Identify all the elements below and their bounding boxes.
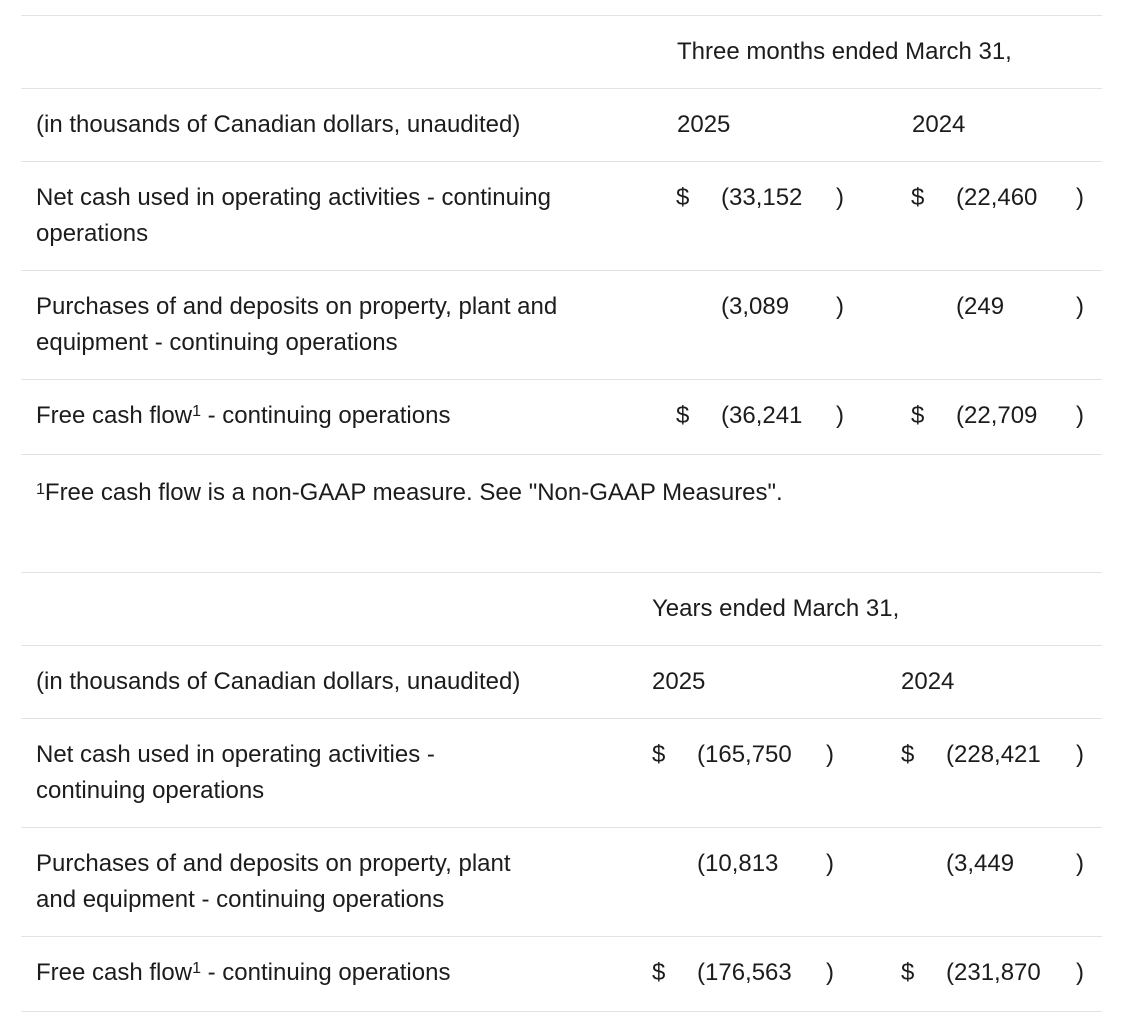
period-header: Years ended March 31, <box>652 595 900 622</box>
value-current: (165,750 <box>697 741 792 768</box>
year-prior: 2024 <box>901 668 955 695</box>
table-row <box>21 271 1102 380</box>
year-current: 2025 <box>652 668 706 695</box>
value-current: (3,089 <box>721 293 790 320</box>
value-prior: (231,870 <box>946 959 1041 986</box>
close-paren: ) <box>1076 850 1084 877</box>
unit-label: (in thousands of Canadian dollars, unaudited) <box>36 668 521 695</box>
table-row-total <box>21 937 1102 1012</box>
currency-symbol: $ <box>901 741 915 768</box>
close-paren: ) <box>1076 184 1084 211</box>
footnote-marker: 1 <box>192 403 201 420</box>
annual-free-cash-flow-table <box>21 572 1102 1012</box>
value-prior: (228,421 <box>946 741 1041 768</box>
close-paren: ) <box>826 741 834 768</box>
value-prior: (249 <box>956 293 1005 320</box>
row-label: Purchases of and deposits on property, plant and equipment - continuing operations <box>36 850 511 913</box>
year-current: 2025 <box>677 111 731 138</box>
quarterly-free-cash-flow-table <box>21 15 1102 455</box>
row-label: Purchases of and deposits on property, plant and equipment - continuing operations <box>36 293 558 356</box>
table-subheader-row <box>21 646 1102 719</box>
row-label: Net cash used in operating activities - continuing operations <box>36 184 551 247</box>
value-prior: (3,449 <box>946 850 1015 877</box>
currency-symbol: $ <box>911 184 925 211</box>
currency-symbol: $ <box>652 959 666 986</box>
close-paren: ) <box>836 402 844 429</box>
footnote-marker: 1 <box>192 960 201 977</box>
row-label: Net cash used in operating activities - continuing operations <box>36 741 435 804</box>
value-prior: (22,709 <box>956 402 1038 429</box>
year-prior: 2024 <box>912 111 966 138</box>
close-paren: ) <box>1076 402 1084 429</box>
close-paren: ) <box>836 184 844 211</box>
value-current: (10,813 <box>697 850 779 877</box>
table-row-total <box>21 380 1102 455</box>
currency-symbol: $ <box>676 184 690 211</box>
value-prior: (22,460 <box>956 184 1038 211</box>
unit-label: (in thousands of Canadian dollars, unaudited) <box>36 111 521 138</box>
table-header-row <box>21 16 1102 89</box>
table-header-row <box>21 573 1102 646</box>
footnote-text: Free cash flow is a non-GAAP measure. See "Non-GAAP Measures". <box>44 479 783 506</box>
period-header: Three months ended March 31, <box>677 38 1012 65</box>
close-paren: ) <box>826 959 834 986</box>
table-row <box>21 828 1102 937</box>
currency-symbol: $ <box>901 959 915 986</box>
close-paren: ) <box>1076 293 1084 320</box>
table-row <box>21 162 1102 271</box>
row-label: Free cash flow$^1$ - continuing operations <box>36 402 451 429</box>
row-label: Free cash flow$^1$ - continuing operations <box>36 959 451 986</box>
footnote-marker: 1 <box>36 481 45 498</box>
close-paren: ) <box>836 293 844 320</box>
close-paren: ) <box>1076 959 1084 986</box>
value-current: (36,241 <box>721 402 803 429</box>
value-current: (33,152 <box>721 184 803 211</box>
value-current: (176,563 <box>697 959 792 986</box>
currency-symbol: $ <box>652 741 666 768</box>
close-paren: ) <box>826 850 834 877</box>
table-subheader-row <box>21 89 1102 162</box>
currency-symbol: $ <box>676 402 690 429</box>
currency-symbol: $ <box>911 402 925 429</box>
footnote <box>36 475 783 511</box>
table-row <box>21 719 1102 828</box>
close-paren: ) <box>1076 741 1084 768</box>
